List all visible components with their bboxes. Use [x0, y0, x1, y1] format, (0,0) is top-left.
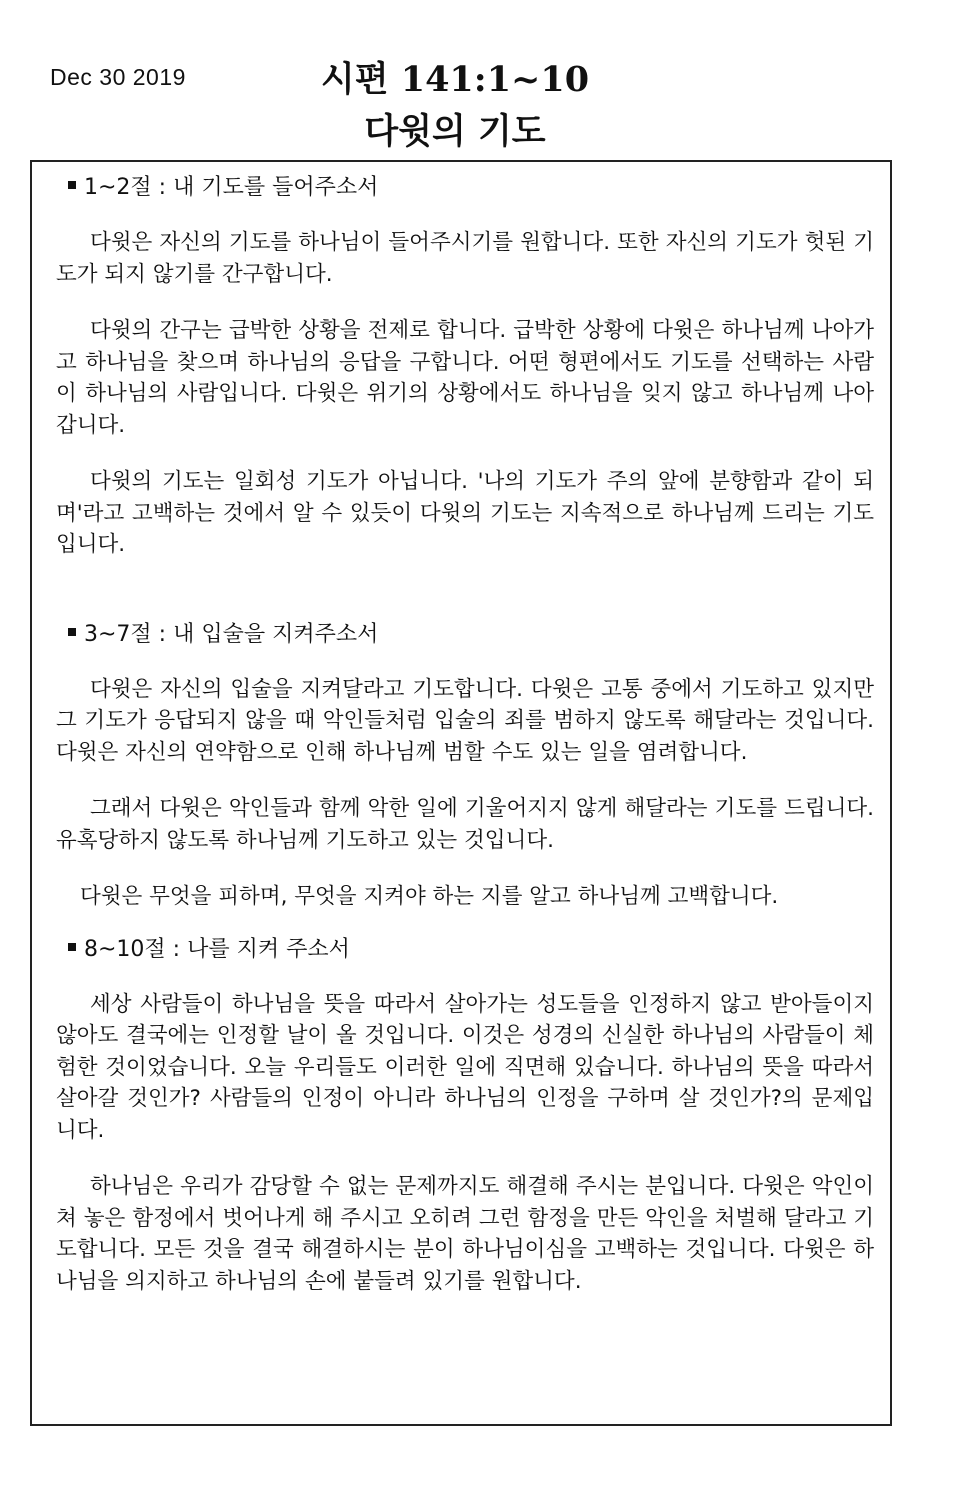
paragraph: 세상 사람들이 하나님을 뜻을 따라서 살아가는 성도들을 인정하지 않고 받아들이지 않아도 결국에는 인정할 날이 올 것입니다. 이것은 성경의 신실한 하나님의 사람들이 체험한 것이었습니다. 오늘 우리들도 이러한 일에 직면해 있습니다. 하나님의 뜻을 따라서 살아갈 것인가? 사람들의 인정이 아니라 하나님의 인정을 구하며 살 것인가?의 문제입니다.	[56, 991, 874, 1143]
section-3	[56, 935, 874, 1298]
scripture-reference: 시편 141:1~10	[320, 59, 590, 100]
content-body	[56, 173, 874, 1297]
section-heading-text: 8~10절 : 나를 지켜 주소서	[84, 936, 350, 962]
page-title: 다윗의 기도	[364, 111, 546, 152]
paragraph: 하나님은 우리가 감당할 수 없는 문제까지도 해결해 주시는 분입니다. 다윗은 악인이 쳐 놓은 함정에서 벗어나게 해 주시고 오히려 그런 함정을 만든 악인을 처벌해 달라고 기도합니다. 모든 것을 결국 해결하시는 분이 하나님이심을 고백하는 것입니다. 다윗은 하나님을 의지하고 하나님의 손에 붙들려 있기를 원합니다.	[56, 1174, 874, 1294]
paragraph: 다윗은 무엇을 피하며, 무엇을 지켜야 하는 지를 알고 하나님께 고백합니다.	[80, 884, 779, 909]
paragraph: 다윗의 기도는 일회성 기도가 아닙니다. '나의 기도가 주의 앞에 분향함과 같이 되며'라고 고백하는 것에서 알 수 있듯이 다윗의 기도는 지속적으로 하나님께 드리는 기도입니다.	[56, 469, 874, 557]
bullet-icon	[68, 943, 76, 951]
paragraph: 다윗은 자신의 기도를 하나님이 들어주시기를 원합니다. 또한 자신의 기도가 헛된 기도가 되지 않기를 간구합니다.	[56, 230, 874, 287]
paragraph: 다윗의 간구는 급박한 상황을 전제로 합니다. 급박한 상황에 다윗은 하나님께 나아가고 하나님을 찾으며 하나님의 응답을 구합니다. 어떤 형편에서도 기도를 선택하는 사람이 하나님의 사람입니다. 다윗은 위기의 상황에서도 하나님을 잊지 않고 하나님께 나아갑니다.	[56, 318, 874, 438]
paragraph: 그래서 다윗은 악인들과 함께 악한 일에 기울어지지 않게 해달라는 기도를 드립니다. 유혹당하지 않도록 하나님께 기도하고 있는 것입니다.	[56, 796, 874, 853]
section-2	[56, 620, 874, 913]
section-heading-text: 3~7절 : 내 입술을 지켜주소서	[84, 621, 379, 647]
date: Dec 30 2019	[50, 64, 186, 90]
section-heading-text: 1~2절 : 내 기도를 들어주소서	[84, 175, 379, 200]
section-heading	[56, 935, 874, 965]
section-1	[56, 173, 874, 561]
bullet-icon	[68, 181, 76, 189]
section-heading	[56, 173, 874, 203]
section-heading	[56, 620, 874, 650]
bullet-icon	[68, 628, 76, 636]
paragraph: 다윗은 자신의 입술을 지켜달라고 기도합니다. 다윗은 고통 중에서 기도하고 있지만 그 기도가 응답되지 않을 때 악인들처럼 입술의 죄를 범하지 않도록 해달라는 것입니다. 다윗은 자신의 연약함으로 인해 하나님께 범할 수도 있는 일을 염려합니다.	[56, 676, 874, 765]
